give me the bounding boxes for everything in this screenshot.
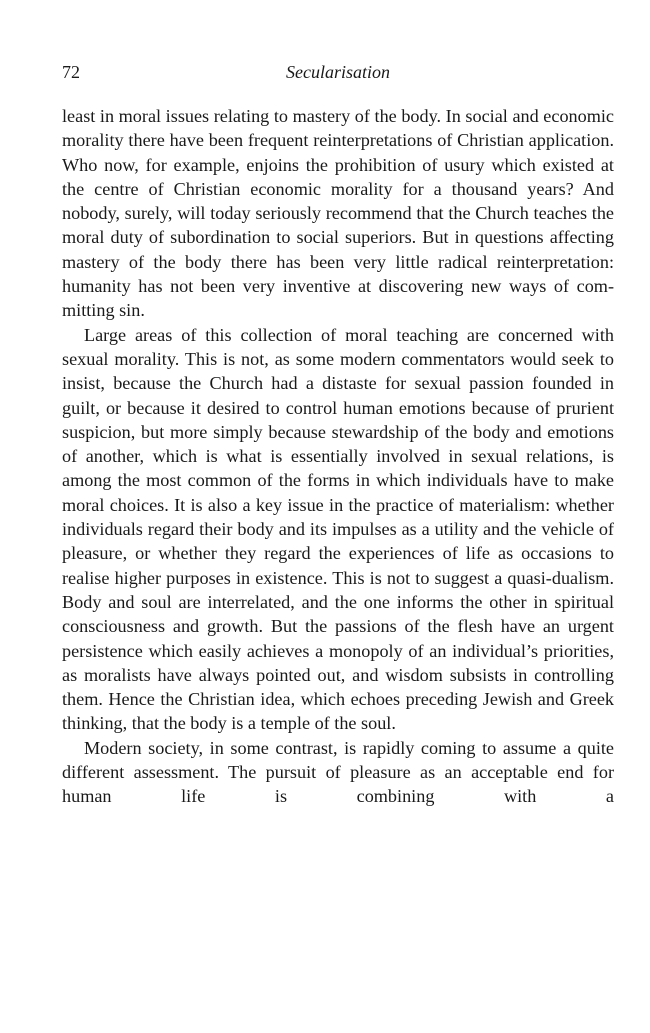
running-title: Secularisation <box>286 62 390 82</box>
paragraph-1: least in moral issues relating to mastery of the body. In social and economic morality there have been frequent reinterpretations of Christian application. Who now, for example, enjoins the prohibition of usury which existed at the centre of Christian economic morality for a thousand years? And nobody, surely, will today seriously recommend that the Church teaches the moral duty of subordination to social superiors. But in questions affecting mastery of the body there has been very little radical reinterpretation: humanity has not been very inventive at discovering new ways of committing sin. <box>62 106 614 321</box>
body-text <box>62 104 614 809</box>
book-page <box>62 58 614 809</box>
page-number: 72 <box>62 62 80 82</box>
paragraph-3: Modern society, in some contrast, is rapidly coming to assume a quite different assessment. The pursuit of pleasure as an acceptable end for human life is combining with a <box>62 737 614 807</box>
paragraph-2: Large areas of this collection of moral teaching are concerned with sexual morality. This is not, as some modern commentators would seek to insist, because the Church had a distaste for sexual passion founded in guilt, or because it desired to control human emotions because of prurient suspicion, but more simply because stewardship of the body and emotions of another, which is what is essentially involved in sexual relations, is among the most common of the forms in which individuals have to make moral choices. It is also a key issue in the practice of materialism: whether individuals regard their body and its impulses as a utility and the vehicle of pleasure, or whether they regard the experiences of life as occasions to realise higher purposes in existence. This is not to suggest a quasi-dualism. Body and soul are interrelated, and the one informs the other in spiritual consciousness and growth. But the passions of the flesh have an urgent persistence which easily achieves a monopoly of an individual’s priorities, as moralists have always pointed out, and wisdom subsists in controlling them. Hence the Christian idea, which echoes preceding Jewish and Greek thinking, that the body is a temple of the soul. <box>62 324 614 734</box>
running-header <box>62 58 614 90</box>
